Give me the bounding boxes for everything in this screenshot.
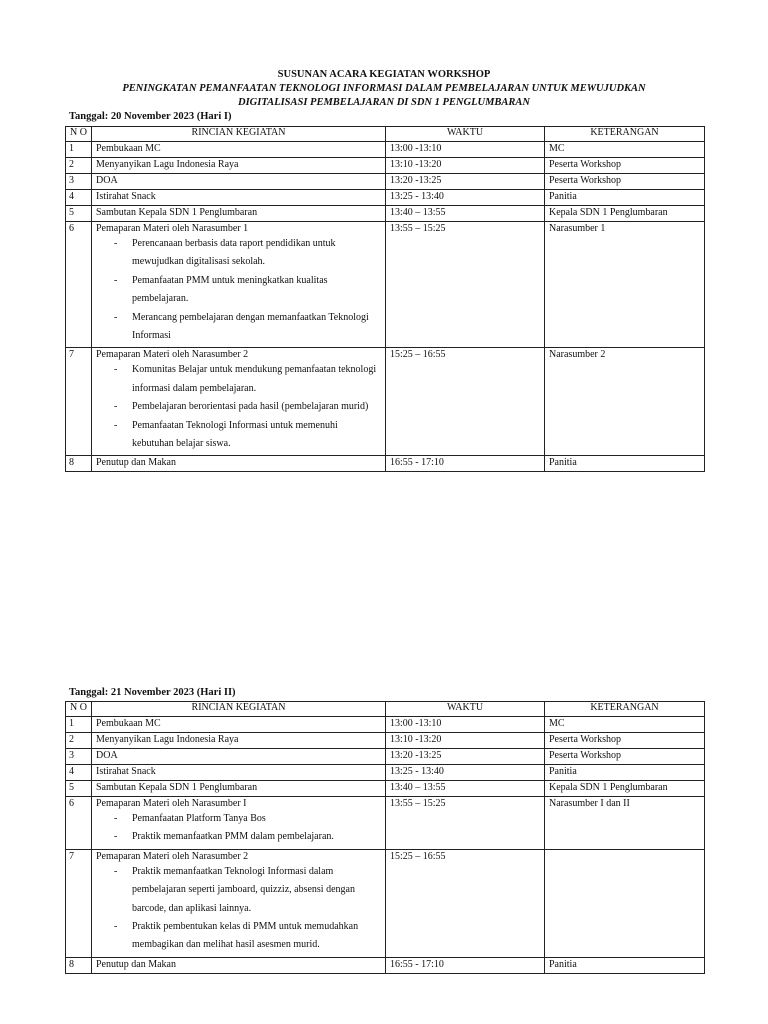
row-number: 1 bbox=[66, 717, 92, 733]
title-line-1: SUSUNAN ACARA KEGIATAN WORKSHOP bbox=[277, 69, 491, 80]
row-number: 4 bbox=[66, 190, 92, 206]
time-cell: 13:00 -13:10 bbox=[386, 142, 545, 158]
note-cell: Kepala SDN 1 Penglumbaran bbox=[545, 781, 705, 797]
header-no: N O bbox=[66, 127, 92, 142]
row-number: 8 bbox=[66, 456, 92, 472]
activity-title: Menyanyikan Lagu Indonesia Raya bbox=[96, 734, 239, 745]
sub-topic-item: - Komunitas Belajar untuk mendukung pemanfaatan teknologi informasi dalam pembelajaran. bbox=[114, 361, 381, 398]
table-row bbox=[66, 456, 705, 472]
document-title bbox=[60, 68, 708, 110]
activity-title: Pemaparan Materi oleh Narasumber 1 bbox=[96, 223, 249, 234]
activity-cell bbox=[92, 781, 386, 797]
activity-title: Sambutan Kepala SDN 1 Penglumbaran bbox=[96, 782, 258, 793]
note-cell: Narasumber 2 bbox=[545, 348, 705, 456]
time-cell: 13:20 -13:25 bbox=[386, 749, 545, 765]
table-row bbox=[66, 348, 705, 456]
note-cell: Narasumber 1 bbox=[545, 222, 705, 348]
row-number: 5 bbox=[66, 206, 92, 222]
note-cell: Kepala SDN 1 Penglumbaran bbox=[545, 206, 705, 222]
activity-cell bbox=[92, 190, 386, 206]
time-cell: 13:40 – 13:55 bbox=[386, 781, 545, 797]
row-number: 3 bbox=[66, 749, 92, 765]
sub-topic-item: - Pemanfaatan Platform Tanya Bos bbox=[114, 810, 381, 828]
table-row bbox=[66, 158, 705, 174]
activity-title: Pemaparan Materi oleh Narasumber 2 bbox=[96, 349, 249, 361]
header-rincian: RINCIAN KEGIATAN bbox=[92, 127, 386, 142]
header-rincian: RINCIAN KEGIATAN bbox=[92, 702, 386, 717]
activity-cell bbox=[92, 222, 386, 348]
table-row bbox=[66, 849, 705, 957]
header-keterangan: KETERANGAN bbox=[545, 127, 705, 142]
activity-title: Pemaparan Materi oleh Narasumber I bbox=[96, 798, 247, 809]
time-cell: 16:55 - 17:10 bbox=[386, 957, 545, 973]
time-cell: 13:10 -13:20 bbox=[386, 158, 545, 174]
time-cell: 13:40 – 13:55 bbox=[386, 206, 545, 222]
row-number: 7 bbox=[66, 348, 92, 456]
day-1-schedule-table bbox=[65, 126, 705, 472]
header-keterangan: KETERANGAN bbox=[545, 702, 705, 717]
table-row bbox=[66, 222, 705, 348]
activity-cell bbox=[92, 797, 386, 850]
table-row bbox=[66, 190, 705, 206]
note-cell: Peserta Workshop bbox=[545, 749, 705, 765]
table-row bbox=[66, 781, 705, 797]
table-row bbox=[66, 765, 705, 781]
table-row bbox=[66, 797, 705, 850]
time-cell: 15:25 – 16:55 bbox=[386, 849, 545, 957]
sub-topic-item: - Pembelajaran berorientasi pada hasil (pembelajaran murid) bbox=[114, 398, 381, 416]
table-row bbox=[66, 749, 705, 765]
row-number: 3 bbox=[66, 174, 92, 190]
row-number: 5 bbox=[66, 781, 92, 797]
note-cell: Panitia bbox=[545, 190, 705, 206]
row-number: 2 bbox=[66, 158, 92, 174]
table-row bbox=[66, 206, 705, 222]
activity-title: Sambutan Kepala SDN 1 Penglumbaran bbox=[96, 207, 258, 218]
activity-cell bbox=[92, 765, 386, 781]
time-cell: 15:25 – 16:55 bbox=[386, 348, 545, 456]
row-number: 1 bbox=[66, 142, 92, 158]
note-cell: Peserta Workshop bbox=[545, 158, 705, 174]
table-row bbox=[66, 717, 705, 733]
sub-topic-item: - Merancang pembelajaran dengan memanfaatkan Teknologi Informasi bbox=[114, 309, 381, 346]
table-row bbox=[66, 142, 705, 158]
activity-title: Penutup dan Makan bbox=[96, 958, 176, 970]
activity-cell bbox=[92, 733, 386, 749]
note-cell: Panitia bbox=[545, 765, 705, 781]
note-cell: Peserta Workshop bbox=[545, 733, 705, 749]
header-waktu: WAKTU bbox=[386, 702, 545, 717]
time-cell: 13:25 - 13:40 bbox=[386, 190, 545, 206]
activity-cell bbox=[92, 456, 386, 472]
note-cell: MC bbox=[545, 717, 705, 733]
title-line-3: DIGITALISASI PEMBELAJARAN DI SDN 1 PENGLUMBARAN bbox=[237, 97, 531, 108]
note-cell: Narasumber I dan II bbox=[545, 797, 705, 850]
time-cell: 16:55 - 17:10 bbox=[386, 456, 545, 472]
table-header-row bbox=[66, 127, 705, 142]
sub-topic-list bbox=[96, 863, 381, 955]
activity-cell bbox=[92, 158, 386, 174]
note-cell bbox=[545, 849, 705, 957]
activity-cell bbox=[92, 849, 386, 957]
table-header-row bbox=[66, 702, 705, 717]
activity-cell bbox=[92, 348, 386, 456]
activity-cell bbox=[92, 717, 386, 733]
sub-topic-item: - Praktik pembentukan kelas di PMM untuk memudahkan membagikan dan melihat hasil asesmen murid. bbox=[114, 918, 381, 955]
activity-title: Menyanyikan Lagu Indonesia Raya bbox=[96, 159, 239, 170]
sub-topic-item: - Pemanfaatan PMM untuk meningkatkan kualitas pembelajaran. bbox=[114, 272, 381, 309]
time-cell: 13:55 – 15:25 bbox=[386, 797, 545, 850]
sub-topic-list bbox=[96, 361, 381, 453]
activity-title: Istirahat Snack bbox=[96, 191, 156, 202]
row-number: 6 bbox=[66, 797, 92, 850]
day-2-date: Tanggal: 21 November 2023 (Hari II) bbox=[69, 687, 236, 698]
activity-cell bbox=[92, 174, 386, 190]
header-waktu: WAKTU bbox=[386, 127, 545, 142]
table-row bbox=[66, 174, 705, 190]
time-cell: 13:25 - 13:40 bbox=[386, 765, 545, 781]
sub-topic-item: - Praktik memanfaatkan Teknologi Informasi dalam pembelajaran seperti jamboard, quizziz, absensi dengan barcode, dan aplikasi lainnya. bbox=[114, 863, 381, 918]
activity-cell bbox=[92, 749, 386, 765]
activity-title: Pembukaan MC bbox=[96, 143, 161, 154]
sub-topic-item: - Praktik memanfaatkan PMM dalam pembelajaran. bbox=[114, 828, 381, 846]
sub-topic-item: - Perencanaan berbasis data raport pendidikan untuk mewujudkan digitalisasi sekolah. bbox=[114, 235, 381, 272]
day-2-schedule-table bbox=[65, 701, 705, 974]
row-number: 7 bbox=[66, 849, 92, 957]
activity-cell bbox=[92, 957, 386, 973]
day-1-date: Tanggal: 20 November 2023 (Hari I) bbox=[69, 111, 232, 122]
time-cell: 13:20 -13:25 bbox=[386, 174, 545, 190]
row-number: 4 bbox=[66, 765, 92, 781]
note-cell: Panitia bbox=[545, 957, 705, 973]
time-cell: 13:55 – 15:25 bbox=[386, 222, 545, 348]
note-cell: Peserta Workshop bbox=[545, 174, 705, 190]
row-number: 8 bbox=[66, 957, 92, 973]
activity-title: Penutup dan Makan bbox=[96, 457, 176, 469]
header-no: N O bbox=[66, 702, 92, 717]
table-row bbox=[66, 733, 705, 749]
activity-cell bbox=[92, 206, 386, 222]
activity-cell bbox=[92, 142, 386, 158]
activity-title: DOA bbox=[96, 750, 118, 761]
table-row bbox=[66, 957, 705, 973]
sub-topic-list bbox=[96, 810, 381, 847]
sub-topic-list bbox=[96, 235, 381, 345]
activity-title: DOA bbox=[96, 175, 118, 186]
activity-title: Pembukaan MC bbox=[96, 718, 161, 729]
row-number: 6 bbox=[66, 222, 92, 348]
time-cell: 13:10 -13:20 bbox=[386, 733, 545, 749]
time-cell: 13:00 -13:10 bbox=[386, 717, 545, 733]
sub-topic-item: - Pemanfaatan Teknologi Informasi untuk memenuhi kebutuhan belajar siswa. bbox=[114, 417, 381, 454]
title-line-2: PENINGKATAN PEMANFAATAN TEKNOLOGI INFORMASI DALAM PEMBELAJARAN UNTUK MEWUJUDKAN bbox=[122, 83, 646, 94]
note-cell: Panitia bbox=[545, 456, 705, 472]
activity-title: Pemaparan Materi oleh Narasumber 2 bbox=[96, 850, 249, 862]
row-number: 2 bbox=[66, 733, 92, 749]
activity-title: Istirahat Snack bbox=[96, 766, 156, 777]
note-cell: MC bbox=[545, 142, 705, 158]
